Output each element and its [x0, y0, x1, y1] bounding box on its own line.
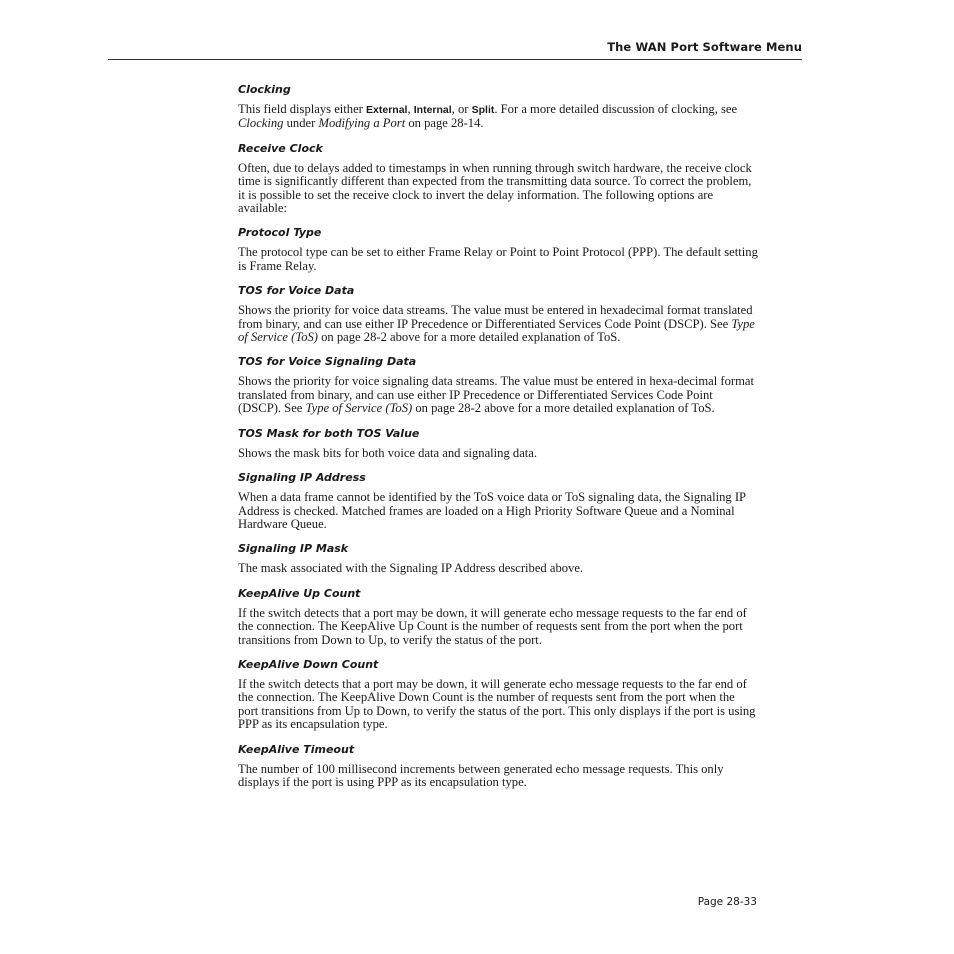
- section-paragraph: The protocol type can be set to either Frame Relay or Point to Point Protocol (PPP). The default setting is Frame Relay.: [238, 245, 758, 273]
- section-paragraph: [238, 375, 758, 415]
- option-split: Split: [471, 104, 495, 116]
- section-keepalive-timeout: [238, 743, 758, 790]
- section-heading: KeepAlive Up Count: [238, 586, 361, 600]
- cross-reference-modifying-port: Modifying a Port: [318, 116, 406, 131]
- section-signaling-ip-address: [238, 471, 758, 531]
- section-receive-clock: [238, 142, 758, 216]
- option-external: External: [366, 104, 408, 116]
- text-run: on page 28-2 above for a more detailed explanation of ToS.: [317, 330, 621, 345]
- text-run: on page 28-2 above for a more detailed explanation of ToS.: [412, 401, 715, 416]
- section-heading: KeepAlive Down Count: [238, 657, 379, 671]
- section-paragraph: If the switch detects that a port may be down, it will generate echo message requests to the far end of the connection. The KeepAlive Up Count is the number of requests sent from the port when the port transitions from Down to Up, to verify the status of the port.: [238, 605, 747, 647]
- section-paragraph: When a data frame cannot be identified by the ToS voice data or ToS signaling data, the Signaling IP Address is checked. Matched frames are loaded on a High Priority Software Queue and a Nominal Hardware Queue.: [238, 490, 746, 531]
- header-divider: [108, 59, 802, 60]
- page-number: Page 28-33: [697, 896, 757, 908]
- text-run: Shows the priority for voice signaling data streams. The value must be entered in hexa-decimal format translated from binary, and can use either IP Precedence or Differentiated Services Code Point (DSCP). See: [238, 374, 754, 416]
- section-tos-voice-data: [238, 284, 758, 344]
- text-run: . For a more detailed discussion of clocking, see: [494, 102, 738, 116]
- section-heading: Signaling IP Address: [238, 471, 366, 485]
- text-run: on page 28-14.: [405, 116, 484, 131]
- section-tos-voice-signaling-data: [238, 355, 758, 415]
- section-tos-mask: [238, 427, 758, 460]
- section-keepalive-down-count: [238, 658, 758, 732]
- header-title: The WAN Port Software Menu: [607, 40, 802, 54]
- option-internal: Internal: [413, 104, 452, 116]
- cross-reference-tos: Type of Service (ToS): [238, 316, 755, 345]
- text-run: Shows the priority for voice data streams. The value must be entered in hexadecimal format translated from binary, and can use either IP Precedence or Differentiated Services Code Point (DSCP). See: [238, 303, 753, 331]
- section-signaling-ip-mask: [238, 542, 758, 575]
- section-heading: Protocol Type: [238, 226, 322, 240]
- section-heading: TOS for Voice Data: [238, 284, 355, 298]
- section-paragraph: Shows the mask bits for both voice data and signaling data.: [238, 445, 538, 460]
- section-clocking: [238, 83, 758, 131]
- text-run: This field displays either: [238, 102, 367, 116]
- section-paragraph: [238, 304, 758, 344]
- section-heading: Receive Clock: [238, 141, 323, 155]
- section-heading: Signaling IP Mask: [238, 542, 349, 556]
- text-run: under: [283, 116, 319, 131]
- section-heading: TOS for Voice Signaling Data: [238, 355, 417, 369]
- section-keepalive-up-count: [238, 587, 758, 647]
- document-body: [238, 83, 758, 800]
- section-heading: TOS Mask for both TOS Value: [238, 426, 420, 440]
- cross-reference-tos: Type of Service (ToS): [305, 401, 413, 416]
- section-paragraph: Often, due to delays added to timestamps in when running through switch hardware, the receive clock time is significantly different than expected from the transmitting data source. To correct the problem, it is possible to set the receive clock to invert the delay information. The following options are available:: [238, 160, 752, 216]
- section-paragraph: The mask associated with the Signaling IP Address described above.: [238, 561, 584, 576]
- section-protocol-type: [238, 226, 758, 273]
- section-paragraph: The number of 100 millisecond increments between generated echo message requests. This only displays if the port is using PPP as its encapsulation type.: [238, 761, 724, 789]
- cross-reference-clocking: Clocking: [238, 116, 284, 131]
- section-paragraph: If the switch detects that a port may be down, it will generate echo message requests to the far end of the connection. The KeepAlive Down Count is the number of requests sent from the port when the port transitions from Up to Down, to verify the status of the port. This only displays if the port is using PPP as its encapsulation type.: [238, 676, 756, 732]
- section-heading: Clocking: [238, 83, 291, 96]
- text-run: ,: [407, 102, 414, 116]
- section-paragraph: [238, 103, 758, 131]
- section-heading: KeepAlive Timeout: [238, 742, 355, 756]
- text-run: , or: [451, 102, 472, 116]
